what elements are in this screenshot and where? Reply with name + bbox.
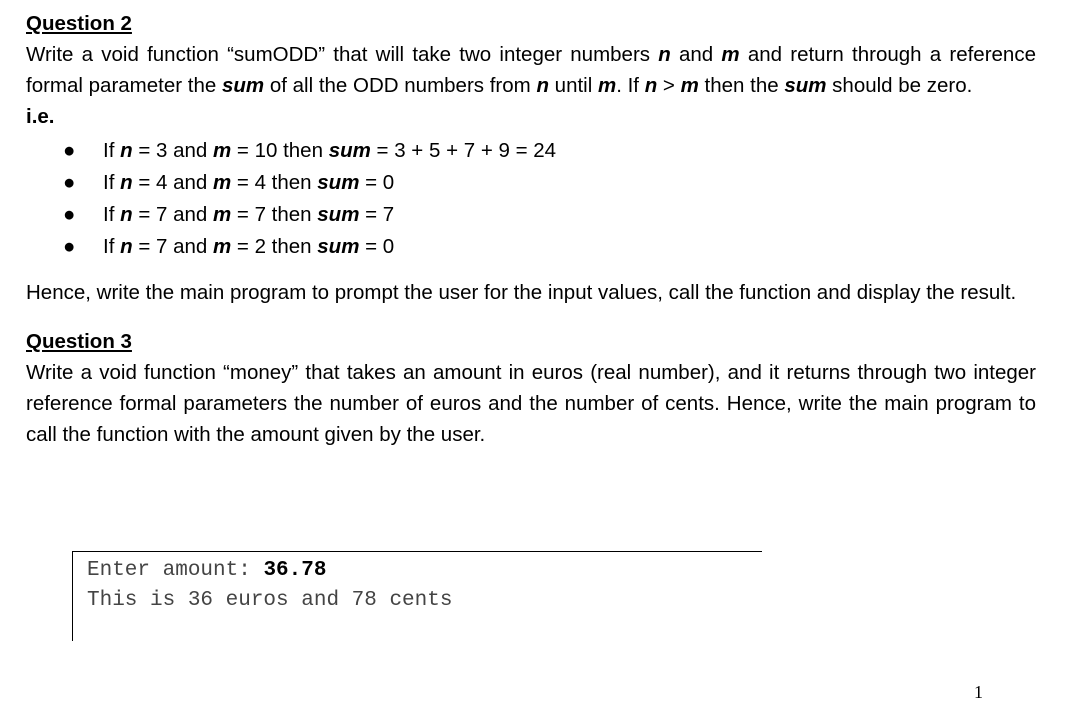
bullet-icon: ●: [63, 171, 76, 194]
list-item: ● If n = 7 and m = 2 then sum = 0: [26, 231, 1036, 263]
console-result-line: This is 36 euros and 78 cents: [87, 589, 453, 612]
bullet-icon: ●: [63, 203, 76, 226]
list-item: ● If n = 7 and m = 7 then sum = 7: [26, 199, 1036, 231]
question-2-paragraph-2: Hence, write the main program to prompt the user for the input values, call the function and display the result.: [26, 281, 1017, 304]
ie-label: i.e.: [26, 105, 55, 128]
console-prompt-line: Enter amount: 36.78: [87, 559, 327, 582]
bullet-icon: ●: [63, 139, 76, 162]
question-3-heading: Question 3: [26, 330, 132, 353]
page-number: 1: [974, 682, 983, 702]
bullet-icon: ●: [63, 235, 76, 258]
document-page: [26, 8, 1036, 450]
question-3-paragraph: Write a void function “money” that takes an amount in euros (real number), and it returns through two integer reference formal parameters the number of euros and the number of cents. Hence, write the main program to call the function with the amount given by the user.: [26, 361, 1036, 446]
console-output-box: [72, 551, 762, 641]
examples-list: [26, 135, 1036, 263]
list-item: ● If n = 3 and m = 10 then sum = 3 + 5 + 7 + 9 = 24: [26, 135, 1036, 167]
question-2-heading: Question 2: [26, 12, 132, 35]
console-user-input: 36.78: [263, 559, 327, 582]
list-item: ● If n = 4 and m = 4 then sum = 0: [26, 167, 1036, 199]
question-2-paragraph-1: Write a void function “sumODD” that will take two integer numbers n and m and return through a reference formal parameter the sum of all the ODD numbers from n until m. If n > m then the sum should be zero.: [26, 43, 1036, 97]
